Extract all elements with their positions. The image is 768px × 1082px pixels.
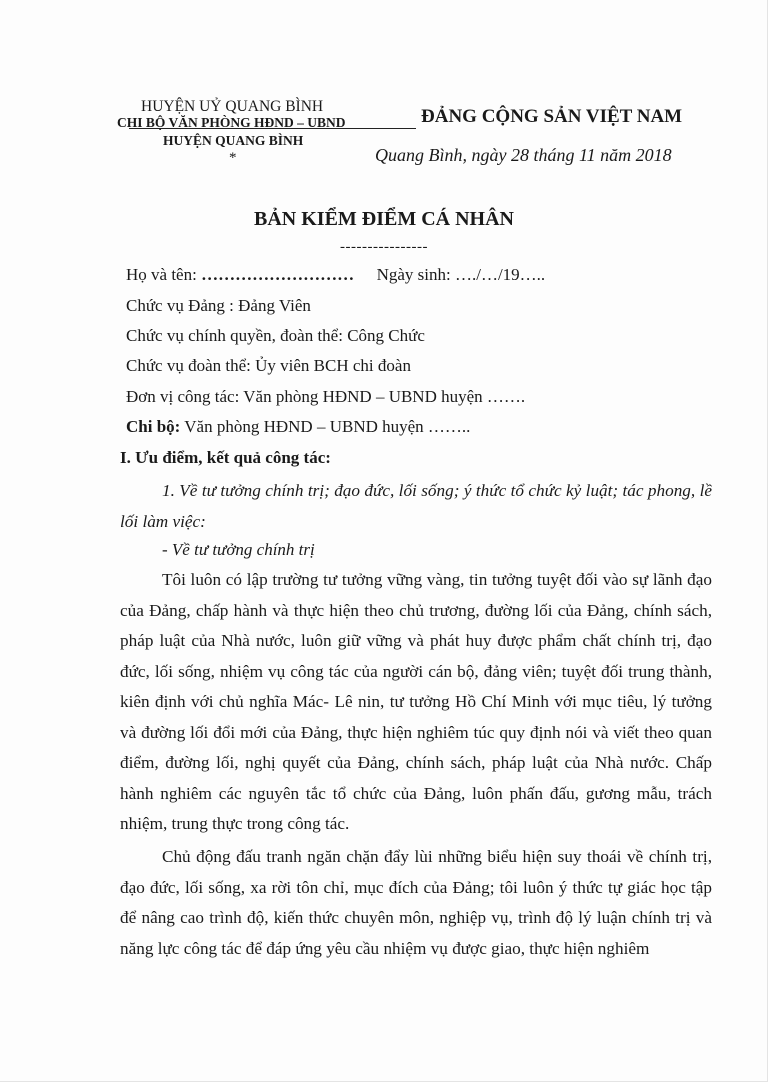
paragraph-2: Chủ động đấu tranh ngăn chặn đẩy lùi những biểu hiện suy thoái về chính trị, đạo đức, lối sống, xa rời tôn chỉ, mục đích của Đảng; tôi luôn ý thức tự giác học tập để nâng cao trình độ, kiến thức chuyên môn, nghiệp vụ, trình độ lý luận chính trị và năng lực công tác để đáp ứng yêu cầu nhiệm vụ được giao, thực hiện nghiêm	[120, 847, 712, 958]
party-position: Chức vụ Đảng : Đảng Viên	[126, 296, 311, 315]
org-cell: CHI BỘ VĂN PHÒNG HĐND – UBND	[117, 115, 346, 130]
dob-label: Ngày sinh:	[376, 265, 451, 284]
cell-row	[126, 417, 470, 437]
union-position: Chức vụ đoàn thể: Ủy viên BCH chi đoàn	[126, 356, 411, 375]
section-heading: I. Ưu điểm, kết quả công tác:	[120, 448, 331, 467]
party-name: ĐẢNG CỘNG SẢN VIỆT NAM	[421, 106, 683, 127]
cell-label: Chi bộ:	[126, 417, 181, 436]
org-name: HUYỆN UỶ QUANG BÌNH	[141, 98, 324, 115]
subsection-heading: 1. Về tư tưởng chính trị; đạo đức, lối sống; ý thức tổ chức kỷ luật; tác phong, lề lối làm việc:	[120, 481, 712, 531]
org-district: HUYỆN QUANG BÌNH	[163, 133, 304, 148]
gov-position: Chức vụ chính quyền, đoàn thể: Công Chức	[126, 326, 425, 345]
title-rule: ----------------	[340, 239, 428, 255]
subsection-item: - Về tư tưởng chính trị	[162, 540, 315, 559]
place-date: Quang Bình, ngày 28 tháng 11 năm 2018	[375, 145, 672, 165]
name-row	[126, 265, 545, 285]
name-value: ………………………	[201, 265, 355, 284]
paragraph-1: Tôi luôn có lập trường tư tưởng vững vàng, tin tưởng tuyệt đối vào sự lãnh đạo của Đảng, chấp hành và thực hiện theo chủ trương, đường lối của Đảng, chính sách, pháp luật của Nhà nước, luôn giữ vững và phát huy được phẩm chất chính trị, đạo đức, lối sống, nhiệm vụ công tác của người cán bộ, đảng viên; tuyệt đối trung thành, kiên định với chủ nghĩa Mác- Lê nin, tư tưởng Hồ Chí Minh với mục tiêu, lý tưởng và đường lối đổi mới của Đảng, thực hiện nghiêm túc quy định nói và viết theo quan điểm, đường lối, nghị quyết của Đảng, chính sách, pháp luật của Nhà nước. Chấp hành nghiêm các nguyên tắc tổ chức của Đảng, luôn phấn đấu, gương mẫu, trách nhiệm, trung thực trong công tác.	[120, 570, 712, 833]
workplace: Đơn vị công tác: Văn phòng HĐND – UBND huyện …….	[126, 387, 526, 406]
org-star: *	[229, 150, 237, 166]
cell-value: Văn phòng HĐND – UBND huyện ……..	[184, 417, 471, 436]
name-label: Họ và tên:	[126, 265, 197, 284]
dob-value: …./…/19…..	[454, 265, 546, 284]
document-title: BẢN KIỂM ĐIỂM CÁ NHÂN	[254, 208, 514, 230]
header-divider	[129, 128, 416, 129]
